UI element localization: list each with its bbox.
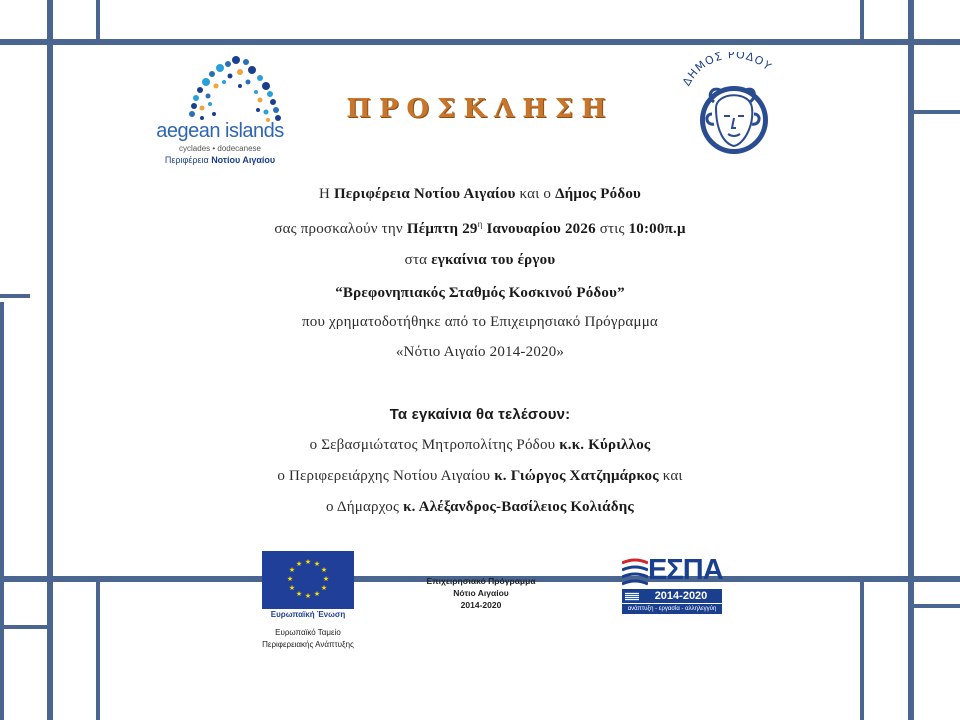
date-day-bold: Πέμπτη 29 <box>406 221 478 237</box>
aegean-islands-wordmark: aegean islands <box>156 120 284 142</box>
frame-low-right-stub <box>914 604 960 608</box>
svg-text:★: ★ <box>286 575 294 583</box>
eu-label: Ευρωπαϊκή Ένωση <box>262 609 354 621</box>
frame-low-left-stub <box>0 625 47 629</box>
region-bold: Νοτίου Αιγαίου <box>211 155 276 165</box>
frame-top-bar <box>0 39 960 45</box>
region-name-bold: Περιφέρεια Νοτίου Αιγαίου <box>333 186 516 202</box>
aegean-islands-subtitle: cyclades • dodecanese <box>179 144 261 153</box>
line-program: «Νότιο Αιγαίο 2014-2020» <box>395 344 565 360</box>
aegean-islands-dots-icon <box>140 52 300 127</box>
line-project-name <box>0 285 960 302</box>
metropolitan-name: κ.κ. Κύριλλος <box>559 437 651 453</box>
line-governor <box>0 468 960 485</box>
espa-years-text: 2014-2020 <box>654 590 708 602</box>
svg-text:ΔΗΜΟΣ ΡΟΔΟΥ: ΔΗΜΟΣ ΡΟΔΟΥ <box>679 52 775 89</box>
espa-flag-icon <box>622 557 648 587</box>
frame-inner-bottom-right <box>860 582 864 720</box>
svg-text:★: ★ <box>320 584 328 592</box>
svg-text:★: ★ <box>295 560 303 568</box>
frame-inner-top-left <box>96 0 100 39</box>
svg-text:★: ★ <box>313 560 321 568</box>
line-funding: που χρηματοδοτήθηκε από το Επιχειρησιακό Πρόγραμμα <box>302 314 658 330</box>
date-superscript: η <box>477 219 483 229</box>
municipality-name-bold: Δήμος Ρόδου <box>555 186 642 202</box>
region-name <box>140 155 300 165</box>
text: σας προσκαλούν την <box>274 221 407 237</box>
text: Η <box>318 186 334 202</box>
line-hosts <box>0 186 960 203</box>
text: στις <box>595 221 629 237</box>
frame-inner-top-right <box>860 0 864 39</box>
espa-logo <box>622 553 722 615</box>
date-month-bold: Ιανουαρίου 2026 <box>482 221 596 237</box>
aegean-islands-logo <box>140 52 300 167</box>
svg-text:★: ★ <box>304 558 312 566</box>
dimos-rodou-seal-icon <box>672 52 794 164</box>
espa-years <box>622 589 722 603</box>
project-name: “Βρεφονηπιακός Σταθμός Κοσκινού Ρόδου” <box>335 285 625 301</box>
eu-logo <box>262 551 354 621</box>
greek-flag-icon <box>625 592 639 601</box>
line-mayor <box>0 499 960 516</box>
svg-text:★: ★ <box>288 566 296 574</box>
text: ο Περιφερειάρχης Νοτίου Αιγαίου <box>277 468 495 484</box>
eu-fund-line2: Περιφερειακής Ανάπτυξης <box>262 640 354 649</box>
region-prefix: Περιφέρεια <box>164 155 212 165</box>
time-bold: 10:00π.μ <box>628 221 686 237</box>
espa-tagline: ανάπτυξη - εργασία - αλληλεγγύη <box>622 604 722 614</box>
text: ο Δήμαρχος <box>326 499 404 515</box>
text: και <box>658 468 683 484</box>
dimos-rodou-logo <box>672 52 794 164</box>
officiants-heading: Τα εγκαίνια θα τελέσουν: <box>389 406 571 423</box>
espa-name: ΕΣΠΑ <box>648 554 723 586</box>
text: στα <box>404 252 432 268</box>
svg-text:★: ★ <box>288 584 296 592</box>
text: και ο <box>515 186 556 202</box>
line-date <box>0 219 960 238</box>
line-event <box>0 252 960 269</box>
eu-fund-line1: Ευρωπαϊκό Ταμείο <box>275 628 341 637</box>
program-line3: 2014-2020 <box>460 600 502 610</box>
governor-name: κ. Γιώργος Χατζημάρκος <box>494 468 659 484</box>
line-officiants-heading <box>0 406 960 423</box>
svg-text:★: ★ <box>295 590 303 598</box>
svg-text:★: ★ <box>320 566 328 574</box>
eu-stars-icon <box>262 551 354 607</box>
svg-text:★: ★ <box>304 592 312 600</box>
line-metropolitan <box>0 437 960 454</box>
text: ο Σεβασμιώτατος Μητροπολίτης Ρόδου <box>309 437 560 453</box>
frame-inner-bottom-left <box>96 582 100 720</box>
mayor-name: κ. Αλέξανδρος-Βασίλειος Κολιάδης <box>403 499 634 515</box>
page-title: ΠΡΟΣΚΛΗΣΗ <box>346 94 614 124</box>
event-bold: εγκαίνια του έργου <box>431 252 556 268</box>
program-line2: Νότιο Αιγαίου <box>453 588 509 598</box>
program-line1: Επιχειρησιακό Πρόγραμμα <box>426 576 536 586</box>
frame-right-ext <box>914 110 960 114</box>
svg-text:★: ★ <box>322 575 330 583</box>
svg-text:★: ★ <box>313 590 321 598</box>
